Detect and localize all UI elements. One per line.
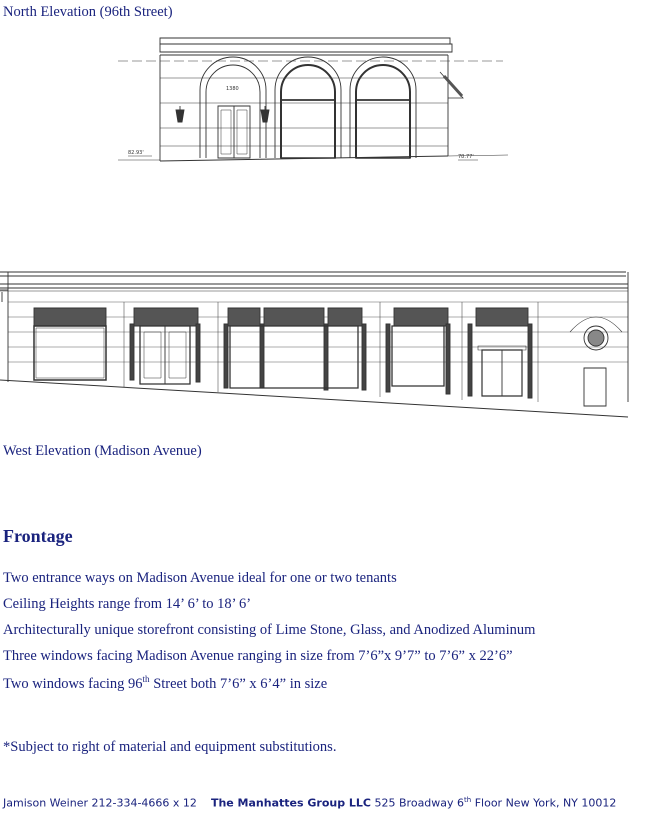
company-name: The Manhattes Group LLC [210,796,372,810]
north-elevation-caption: North Elevation (96th Street) [3,4,173,20]
west-elevation-drawing [0,262,630,422]
frontage-line: Architecturally unique storefront consisting of Lime Stone, Glass, and Anodized Aluminum [3,622,536,638]
disclaimer: *Subject to right of material and equipment substitutions. [3,739,337,755]
north-elevation-drawing [118,28,508,178]
frontage-heading: Frontage [3,526,73,546]
left-elevation-marker: 82.93' [128,150,144,156]
frontage-line: Ceiling Heights range from 14’ 6’ to 18’ 6’ [3,596,252,612]
west-elevation-caption: West Elevation (Madison Avenue) [3,443,202,459]
frontage-line: Three windows facing Madison Avenue ranging in size from 7’6”x 9’7” to 7’6” x 22’6” [3,648,513,664]
right-elevation-marker: 78.77' [458,154,474,160]
frontage-line: Two entrance ways on Madison Avenue ideal for one or two tenants [3,570,397,586]
address: 525 Broadway 6 [374,796,465,810]
address-rest: Floor New York, NY 10012 [471,796,617,810]
frontage-line-part: Street both 7’6” x 6’4” in size [149,675,328,692]
ordinal-suffix: th [464,796,472,804]
ordinal-suffix: th [142,674,150,684]
frontage-line-part: Two windows facing 96 [3,675,143,692]
frontage-line [3,674,327,693]
door-number: 1380 [226,86,239,92]
footer [3,796,616,810]
contact-info: Jamison Weiner 212-334-4666 x 12 [3,796,197,810]
